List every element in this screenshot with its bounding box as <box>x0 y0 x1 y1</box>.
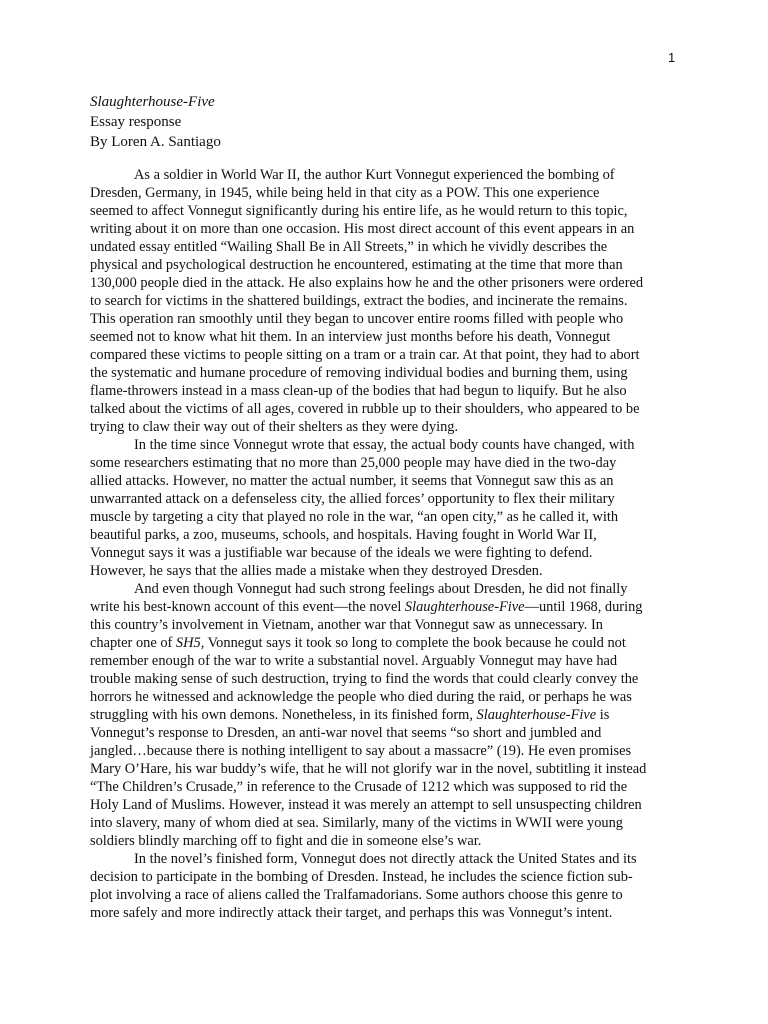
essay-header <box>90 92 221 152</box>
text-line: Dresden, Germany, in 1945, while being held in that city as a POW. This one experience <box>90 185 600 201</box>
text-line: Mary O’Hare, his war buddy’s wife, that he will not glorify war in the novel, subtitling it instead <box>90 761 647 777</box>
text-line: jangled…because there is nothing intelligent to say about a massacre” (19). He even promises <box>90 743 632 759</box>
text-line: Vonnegut says it was a justifiable war because of the ideals we were fighting to defend. <box>90 545 593 561</box>
text-line: plot involving a race of aliens called the Tralfamadorians. Some authors choose this genre to <box>90 887 623 903</box>
text-line: This operation ran smoothly until they began to uncover entire rooms filled with people who <box>90 311 624 327</box>
text-line: As a soldier in World War II, the author Kurt Vonnegut experienced the bombing of <box>134 167 615 183</box>
paragraph <box>90 580 680 850</box>
paragraph <box>90 436 680 580</box>
text-line: talked about the victims of all ages, covered in rubble up to their shoulders, who appeared to be <box>90 401 640 417</box>
text-line: the systematic and humane procedure of removing individual bodies and burning them, using <box>90 365 628 381</box>
text-line: remember enough of the war to write a substantial novel. Arguably Vonnegut may have had <box>90 653 618 669</box>
text-line: And even though Vonnegut had such strong feelings about Dresden, he did not finally <box>134 581 628 597</box>
text-line: However, he says that the allies made a mistake when they destroyed Dresden. <box>90 563 543 579</box>
text-line: soldiers blindly marching off to fight and die in someone else’s war. <box>90 833 482 849</box>
text-line: muscle by targeting a city that played no role in the war, “an open city,” as he called it, with <box>90 509 619 525</box>
text-line: horrors he witnessed and acknowledge the people who died during the raid, or perhaps he was <box>90 689 632 705</box>
text-line: seemed to affect Vonnegut significantly during his entire life, as he would return to this topic, <box>90 203 628 219</box>
text-line: seemed not to know what hit them. In an interview just months before his death, Vonnegut <box>90 329 611 345</box>
text-line: unwarranted attack on a defenseless city, the allied forces’ opportunity to flex their military <box>90 491 615 507</box>
text-line: this country’s involvement in Vietnam, another war that Vonnegut saw as unnecessary. In <box>90 617 603 633</box>
text-line: compared these victims to people sitting on a tram or a train car. At that point, they had to abort <box>90 347 640 363</box>
text-line: more safely and more indirectly attack their target, and perhaps this was Vonnegut’s intent. <box>90 905 613 921</box>
text-line: Vonnegut’s response to Dresden, an anti-war novel that seems “so short and jumbled and <box>90 725 602 741</box>
text-line: decision to participate in the bombing of Dresden. Instead, he includes the science fiction sub- <box>90 869 633 885</box>
essay-title: Slaughterhouse-Five <box>90 94 215 110</box>
text-line: 130,000 people died in the attack. He also explains how he and the other prisoners were ordered <box>90 275 644 291</box>
page-number: 1 <box>668 50 676 65</box>
text-line: Holy Land of Muslims. However, instead it was merely an attempt to sell unsuspecting children <box>90 797 642 813</box>
text-line: flame-throwers instead in a mass clean-up of the bodies that had begun to liquify. But he also <box>90 383 627 399</box>
essay-body <box>90 166 680 922</box>
paragraph <box>90 166 680 436</box>
text-line: write his best-known account of this event—the novel Slaughterhouse-Five—until 1968, during <box>90 599 643 615</box>
text-line: some researchers estimating that no more than 25,000 people may have died in the two-day <box>90 455 617 471</box>
paragraph <box>90 850 680 922</box>
text-line: allied attacks. However, no matter the actual number, it seems that Vonnegut saw this as an <box>90 473 614 489</box>
text-line: writing about it on more than one occasion. His most direct account of this event appears in an <box>90 221 635 237</box>
text-line: trouble making sense of such destruction, trying to find the words that could clearly convey the <box>90 671 639 687</box>
text-line: to search for victims in the shattered buildings, extract the bodies, and incinerate the remains. <box>90 293 628 309</box>
text-line: chapter one of SH5, Vonnegut says it took so long to complete the book because he could not <box>90 635 626 651</box>
text-line: into slavery, many of whom died at sea. Similarly, many of the victims in WWII were young <box>90 815 623 831</box>
text-line: struggling with his own demons. Nonetheless, in its finished form, Slaughterhouse-Five is <box>90 707 610 723</box>
essay-byline: By Loren A. Santiago <box>90 134 221 150</box>
text-line: trying to claw their way out of their shelters as they were dying. <box>90 419 459 435</box>
text-line: beautiful parks, a zoo, museums, schools, and hospitals. Having fought in World War II, <box>90 527 597 543</box>
essay-subtitle: Essay response <box>90 114 182 130</box>
text-line: undated essay entitled “Wailing Shall Be in All Streets,” in which he vividly describes the <box>90 239 608 255</box>
text-line: In the novel’s finished form, Vonnegut does not directly attack the United States and its <box>134 851 637 867</box>
text-line: “The Children’s Crusade,” in reference to the Crusade of 1212 which was supposed to rid the <box>90 779 628 795</box>
text-line: physical and psychological destruction he encountered, estimating at the time that more than <box>90 257 623 273</box>
text-line: In the time since Vonnegut wrote that essay, the actual body counts have changed, with <box>134 437 635 453</box>
